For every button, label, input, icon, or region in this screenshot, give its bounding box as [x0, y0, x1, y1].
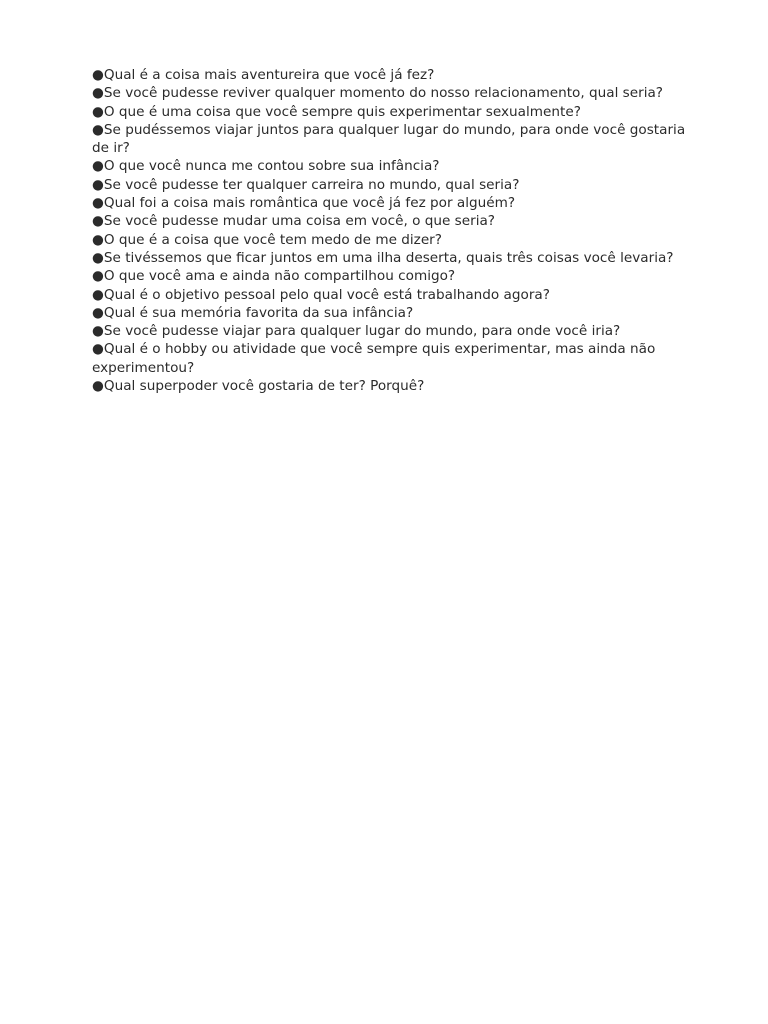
question-text: O que é uma coisa que você sempre quis experimentar sexualmente?: [103, 103, 581, 120]
question-item: [92, 267, 702, 285]
question-text: Qual foi a coisa mais romântica que você já fez por alguém?: [103, 195, 516, 212]
bullet-icon: ●: [92, 323, 104, 340]
question-text: Se pudéssemos viajar juntos para qualquer lugar do mundo, para onde você gostaria de ir?: [92, 121, 686, 157]
bullet-icon: ●: [92, 304, 104, 321]
question-item: [92, 157, 702, 175]
question-text: Se você pudesse viajar para qualquer lugar do mundo, para onde você iria?: [103, 323, 621, 340]
question-item: [92, 194, 702, 212]
bullet-icon: ●: [92, 103, 104, 120]
bullet-icon: ●: [92, 195, 104, 212]
bullet-icon: ●: [92, 286, 104, 303]
bullet-icon: ●: [92, 213, 104, 230]
question-item: [92, 121, 702, 158]
question-list: [92, 66, 702, 395]
question-text: Se você pudesse ter qualquer carreira no mundo, qual seria?: [103, 176, 520, 193]
bullet-icon: ●: [92, 341, 104, 358]
question-text: Qual é a coisa mais aventureira que você já fez?: [103, 67, 435, 83]
bullet-icon: ●: [92, 176, 104, 193]
question-item: [92, 66, 702, 84]
question-item: [92, 103, 702, 121]
question-item: [92, 176, 702, 194]
bullet-icon: ●: [92, 268, 104, 285]
question-item: [92, 377, 702, 395]
bullet-icon: ●: [92, 378, 104, 395]
question-item: [92, 212, 702, 230]
question-text: O que você ama e ainda não compartilhou comigo?: [103, 268, 456, 285]
question-item: [92, 286, 702, 304]
bullet-icon: ●: [92, 249, 104, 266]
question-text: Se tivéssemos que ficar juntos em uma ilha deserta, quais três coisas você levaria?: [103, 249, 674, 266]
question-text: O que é a coisa que você tem medo de me dizer?: [103, 231, 442, 248]
bullet-icon: ●: [92, 231, 104, 248]
question-item: [92, 322, 702, 340]
question-text: Qual é o hobby ou atividade que você sempre quis experimentar, mas ainda não experimentou?: [92, 341, 656, 376]
question-item: [92, 231, 702, 249]
question-text: Qual é o objetivo pessoal pelo qual você está trabalhando agora?: [103, 286, 550, 303]
bullet-icon: ●: [92, 85, 104, 102]
question-text: Qual é sua memória favorita da sua infância?: [103, 304, 414, 321]
question-text: Se você pudesse reviver qualquer momento do nosso relacionamento, qual seria?: [103, 85, 664, 102]
question-text: Qual superpoder você gostaria de ter? Porquê?: [103, 378, 425, 395]
bullet-icon: ●: [92, 67, 104, 83]
bullet-icon: ●: [92, 158, 104, 175]
bullet-icon: ●: [92, 121, 104, 138]
question-text: O que você nunca me contou sobre sua infância?: [103, 158, 440, 175]
question-item: [92, 249, 702, 267]
question-item: [92, 304, 702, 322]
question-text: Se você pudesse mudar uma coisa em você, o que seria?: [103, 213, 496, 230]
question-item: [92, 84, 702, 102]
question-item: [92, 340, 702, 377]
